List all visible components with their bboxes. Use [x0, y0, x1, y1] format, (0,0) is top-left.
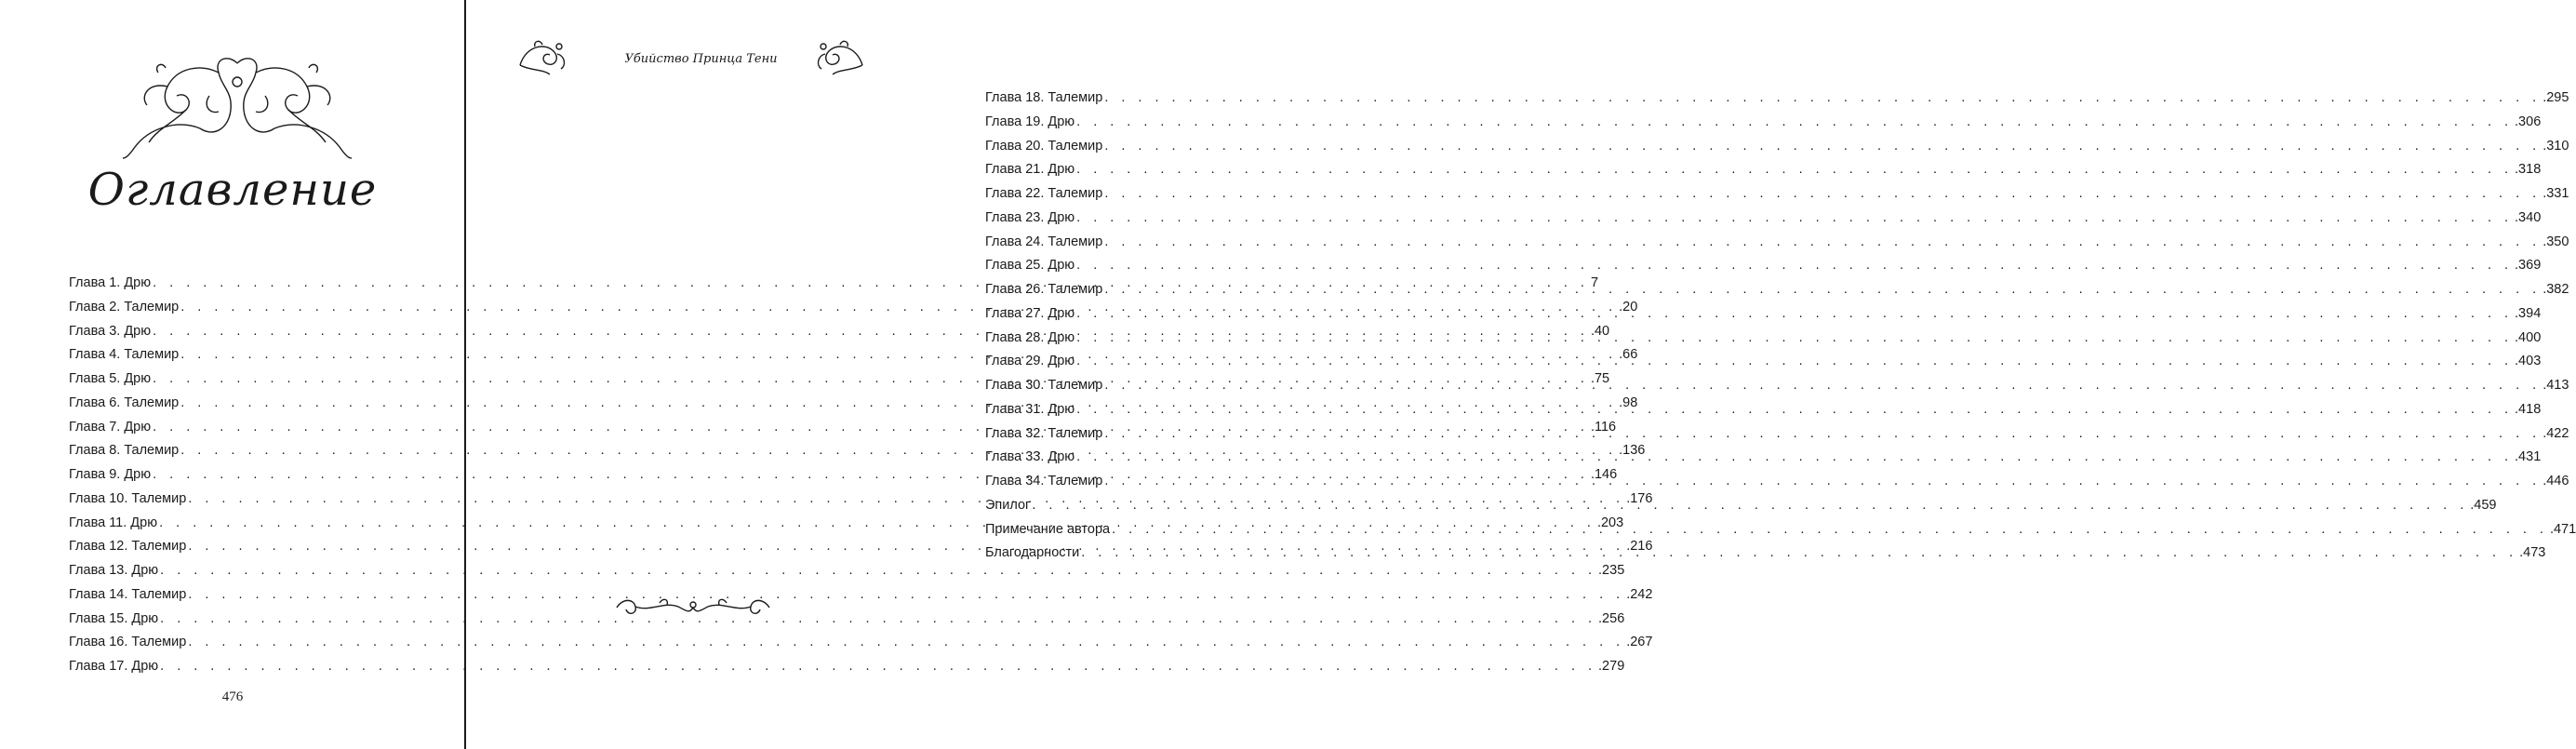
toc-entry: [69, 635, 1653, 659]
toc-entry-label: Примечание автора: [985, 521, 1111, 537]
toc-entry-label: Глава 8. Талемир: [69, 443, 180, 459]
toc-entry-page: .66: [1619, 347, 1638, 363]
toc-leader-dots: [1076, 162, 2513, 177]
toc-entry: [985, 162, 2542, 186]
toc-entry-label: Глава 2. Талемир: [69, 299, 180, 314]
toc-entry-label: Глава 14. Талемир: [69, 586, 187, 602]
toc-entry-label: Глава 33. Дрю: [985, 449, 1075, 465]
toc-entry-label: Глава 25. Дрю: [985, 258, 1075, 274]
toc-leader-dots: [1076, 354, 2513, 368]
toc-entry-page: .403: [2515, 354, 2542, 369]
toc-entry: [985, 258, 2542, 282]
toc-entry-label: Глава 32. Талемир: [985, 425, 1103, 441]
toc-entry-page: .400: [2515, 329, 2542, 345]
toc-leader-dots: [1076, 402, 2513, 417]
toc-entry-page: .176: [1626, 490, 1653, 506]
toc-entry-label: Глава 15. Дрю: [69, 610, 159, 626]
toc-entry-page: .431: [2515, 449, 2542, 465]
toc-entry-label: Глава 12. Талемир: [69, 539, 187, 555]
toc-entry-page: .446: [2543, 474, 2569, 488]
toc-entry-label: Глава 11. Дрю: [69, 515, 158, 530]
toc-entry-label: Глава 9. Дрю: [69, 467, 152, 482]
book-spine: [464, 0, 466, 749]
toc-entry: [69, 563, 1625, 587]
toc-entry-label: Глава 4. Талемир: [69, 347, 180, 363]
toc-entry-page: .459: [2470, 497, 2497, 513]
toc-entry: [985, 138, 2569, 163]
divider-ornament-icon: [613, 594, 773, 622]
toc-entry-label: Глава 13. Дрю: [69, 563, 159, 578]
toc-entry-page: .256: [1598, 610, 1625, 626]
toc-leader-dots: [1076, 449, 2513, 464]
toc-leader-dots: [1104, 426, 2541, 441]
toc-entry: [69, 659, 1625, 683]
toc-entry-label: Эпилог: [985, 497, 1031, 513]
toc-entry-label: Глава 34. Талемир: [985, 474, 1103, 488]
toc-entry: [985, 209, 2542, 234]
toc-leader-dots: [1076, 306, 2513, 321]
flourish-ornament-icon: [121, 54, 354, 161]
toc-entry-label: Глава 5. Дрю: [69, 371, 152, 386]
toc-entry: [69, 586, 1653, 611]
toc-entry-page: .98: [1619, 395, 1638, 410]
toc-entry-page: .146: [1590, 467, 1618, 482]
toc-entry-page: .40: [1590, 323, 1610, 339]
toc-entry-label: Глава 28. Дрю: [985, 329, 1075, 345]
toc-entry-page: .369: [2515, 258, 2542, 274]
page-number: 476: [221, 689, 244, 704]
toc-entry-label: Глава 3. Дрю: [69, 323, 152, 339]
toc-entry: [985, 90, 2569, 114]
running-header: Убийство Принца Тени: [624, 52, 778, 66]
toc-leader-dots: [1104, 139, 2541, 154]
toc-entry-label: Глава 24. Талемир: [985, 234, 1103, 249]
toc-leader-dots: [1076, 258, 2513, 273]
toc-entry-page: .350: [2543, 234, 2569, 249]
toc-entry-page: .331: [2543, 186, 2569, 201]
toc-entry-page: .242: [1626, 586, 1653, 602]
toc-entry-page: .279: [1598, 659, 1625, 674]
toc-entry-page: .418: [2515, 401, 2542, 417]
toc-entry-label: Глава 10. Талемир: [69, 490, 187, 506]
toc-entry: [985, 114, 2542, 139]
toc-entry-label: Глава 6. Талемир: [69, 395, 180, 410]
toc-leader-dots: [1104, 234, 2541, 249]
toc-leader-dots: [1076, 210, 2513, 225]
toc-entry-label: Глава 23. Дрю: [985, 209, 1075, 225]
toc-leader-dots: [1104, 186, 2541, 201]
toc-entry-label: Глава 22. Талемир: [985, 186, 1103, 201]
toc-entry: [985, 186, 2569, 210]
toc-entry-page: .306: [2515, 114, 2542, 129]
toc-leader-dots: [1076, 330, 2513, 345]
toc-entry-page: .267: [1626, 635, 1653, 650]
toc-entry-page: .203: [1596, 515, 1624, 530]
toc-entry-page: .310: [2543, 138, 2569, 154]
toc-leader-dots: [1032, 498, 2468, 513]
page-title: Оглавление: [87, 164, 378, 216]
toc-leader-dots: [1104, 282, 2541, 297]
toc-entry-page: .235: [1598, 563, 1625, 578]
toc-entry-label: Глава 31. Дрю: [985, 401, 1075, 417]
toc-entry-page: .340: [2515, 209, 2542, 225]
toc-entry-page: .295: [2543, 90, 2569, 105]
toc-entry-label: Глава 16. Талемир: [69, 635, 187, 650]
toc-entry-label: Глава 29. Дрю: [985, 354, 1075, 369]
toc-entry-page: .75: [1590, 371, 1610, 386]
toc-entry-page: .318: [2515, 162, 2542, 178]
toc-leader-dots: [1112, 522, 2548, 537]
toc-entry-page: 7: [1590, 275, 1599, 290]
toc-entry-label: Глава 30. Талемир: [985, 378, 1103, 393]
toc-entry: [985, 234, 2569, 259]
toc-entry-page: .471: [2549, 521, 2576, 537]
toc-entry: [985, 282, 2569, 306]
toc-entry-page: .382: [2543, 282, 2569, 297]
toc-entry-label: Глава 17. Дрю: [69, 659, 159, 674]
scroll-ornament-icon: [814, 37, 866, 78]
toc-entry-page: .116: [1590, 419, 1617, 435]
toc-entry-label: Глава 1. Дрю: [69, 275, 152, 290]
toc-leader-dots: [1104, 90, 2541, 105]
toc-entry-label: Глава 26. Талемир: [985, 282, 1103, 297]
toc-entry-label: Глава 20. Талемир: [985, 138, 1103, 154]
toc-entry-page: .473: [2519, 545, 2546, 561]
toc-entry: [69, 610, 1625, 635]
toc-entry-label: Глава 7. Дрю: [69, 419, 152, 435]
toc-leader-dots: [1104, 378, 2541, 393]
toc-entry-label: Глава 21. Дрю: [985, 162, 1075, 178]
toc-entry-label: Глава 27. Дрю: [985, 305, 1075, 321]
toc-entry-label: Глава 18. Талемир: [985, 90, 1103, 105]
toc-entry-page: .136: [1619, 443, 1646, 459]
toc-entry-label: Глава 19. Дрю: [985, 114, 1075, 129]
toc-entry: [985, 329, 2542, 354]
toc-entry-page: .20: [1619, 299, 1638, 314]
toc-entry-page: .413: [2543, 378, 2569, 393]
toc-entry-page: .216: [1626, 539, 1653, 555]
toc-entry-page: .394: [2515, 305, 2542, 321]
toc-leader-dots: [1081, 545, 2517, 560]
toc-entry-page: .422: [2543, 425, 2569, 441]
toc-leader-dots: [1104, 474, 2541, 488]
toc-leader-dots: [1076, 114, 2513, 129]
toc-entry-label: Благодарности: [985, 545, 1080, 561]
